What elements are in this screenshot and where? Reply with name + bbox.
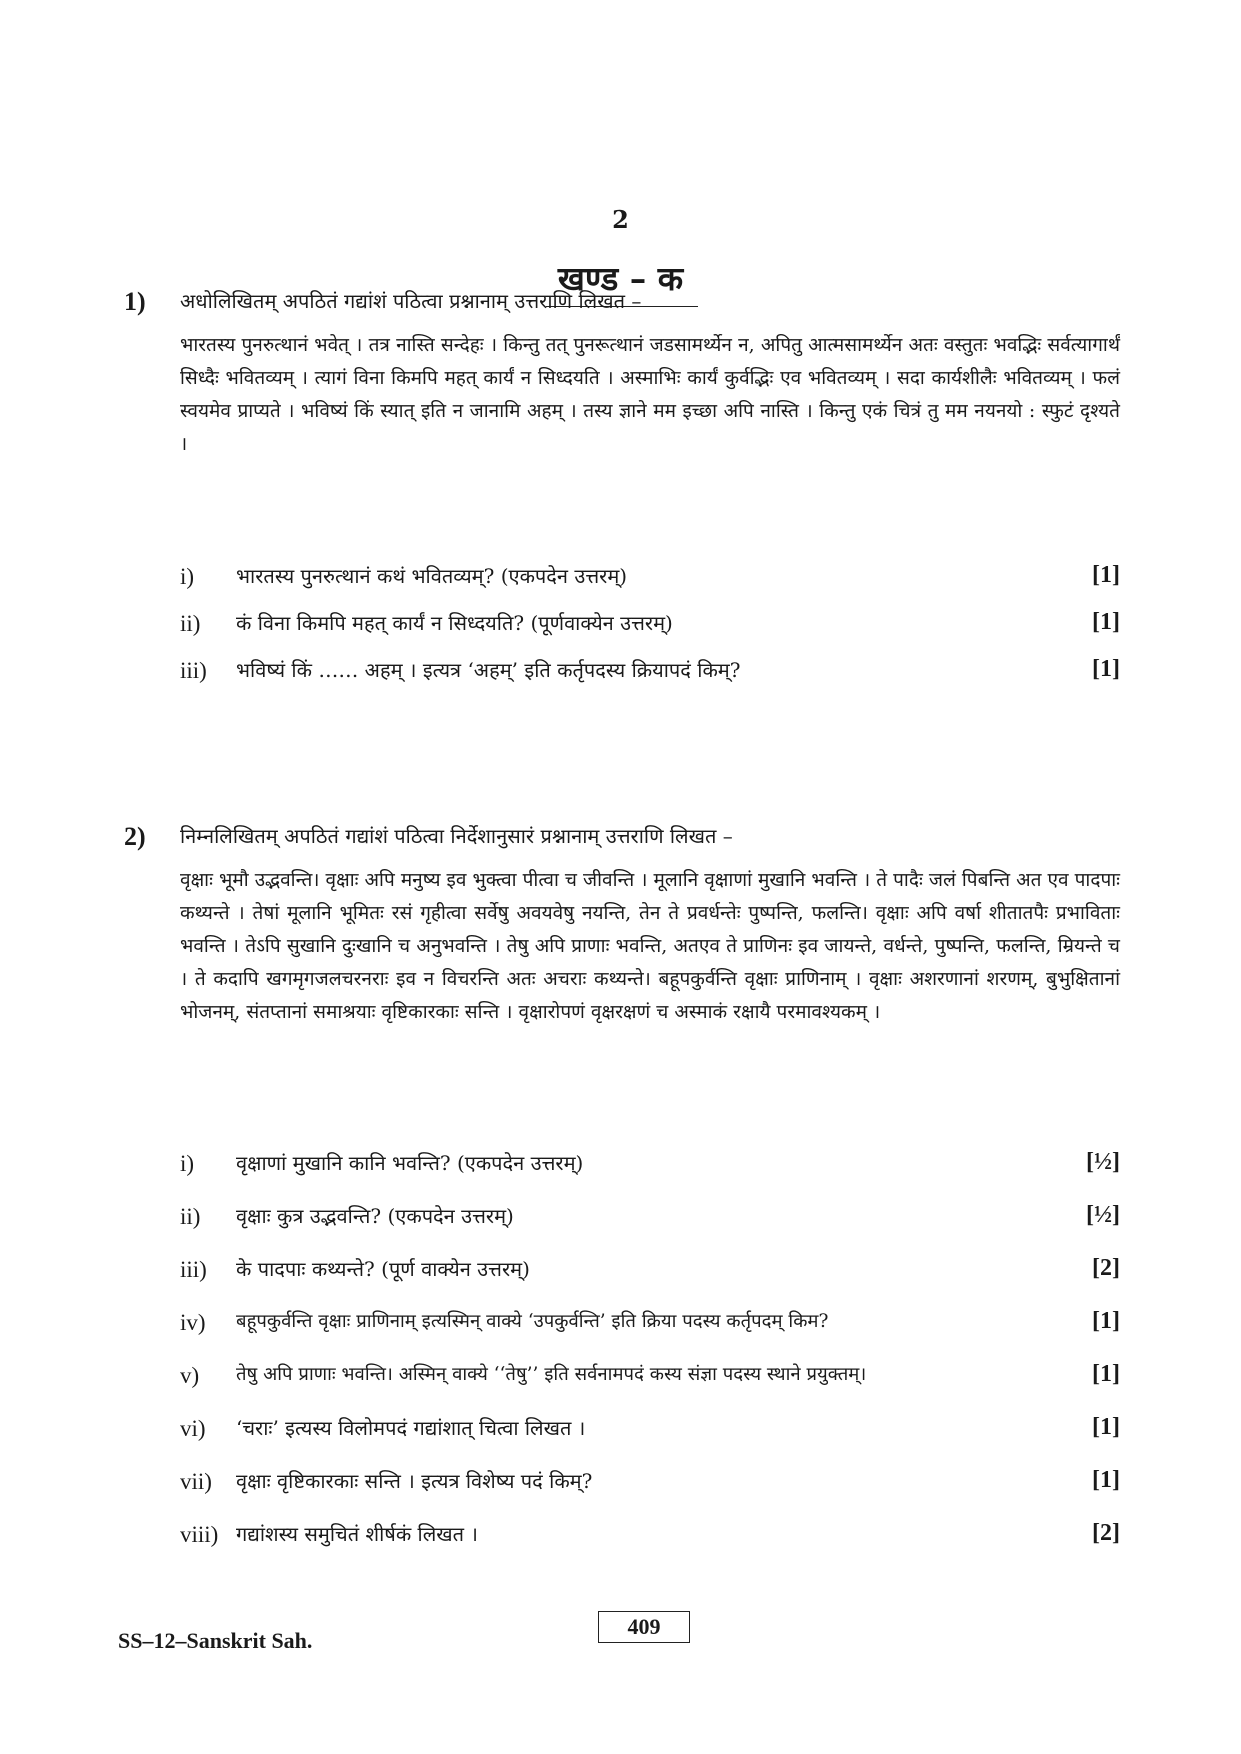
marks-badge: [1] (1092, 1308, 1120, 1334)
sub-question-text: वृक्षाणां मुखानि कानि भवन्ति? (एकपदेन उत्तरम्) (236, 1151, 584, 1175)
marks-badge: [1] (1092, 1414, 1120, 1440)
marks-badge: [2] (1092, 1255, 1120, 1281)
question-number: 1) (124, 287, 146, 316)
sub-question-text: बहूपकुर्वन्ति वृक्षाः प्राणिनाम् इत्यस्मिन् वाक्ये ‘उपकुर्वन्ति’ इति क्रिया पदस्य कर्तृपदम् किम? (236, 1311, 829, 1332)
sub-question (180, 1467, 1120, 1499)
sub-question (180, 1308, 1120, 1340)
sub-question (180, 1149, 1120, 1181)
marks-badge: [2] (1092, 1520, 1120, 1546)
sub-question-label: iii) (180, 1257, 207, 1282)
sub-question-label: ii) (180, 1204, 201, 1229)
sub-question-label: v) (180, 1363, 200, 1388)
passage: वृक्षाः भूमौ उद्भवन्ति। वृक्षाः अपि मनुष्य इव भुक्त्वा पीत्वा च जीवन्ति । मूलानि वृक्षाणां मुखानि भवन्ति । ते पादैः जलं पिबन्ति अत एव पादपाः कथ्यन्ते । तेषां मूलानि भूमितः रसं गृहीत्वा सर्वेषु अवयवेषु नयन्ति, तेन ते प्रवर्धन्तेः पुष्पन्ति, फलन्ति। वृक्षाः अपि वर्षा शीतातपैः प्रभाविताः भवन्ति । तेऽपि सुखानि दुःखानि च अनुभवन्ति । तेषु अपि प्राणाः भवन्ति, अतएव ते प्राणिनः इव जायन्ते, वर्धन्ते, पुष्पन्ति, फलन्ति, म्रियन्ते च । ते कदापि खगमृगजलचरनराः इव न विचरन्ति अतः अचराः कथ्यन्ते। बहूपकुर्वन्ति वृक्षाः प्राणिनाम् । वृक्षाः अशरणानां शरणम्, बुभुक्षितानां भोजनम्, संतप्तानां समाश्रयाः वृष्टिकारकाः सन्ति । वृक्षारोपणं वृक्षरक्षणं च अस्माकं रक्षायै परमावश्यकम् । (180, 869, 1120, 1023)
sub-question-label: iii) (180, 658, 207, 683)
sub-question-text: तेषु अपि प्राणाः भवन्ति। अस्मिन् वाक्ये ‘‘तेषु’’ इति सर्वनामपदं कस्य संज्ञा पदस्य स्थाने प्रयुक्तम्। (236, 1364, 867, 1385)
sub-question (180, 1361, 1120, 1393)
sub-question-label: vii) (180, 1469, 212, 1494)
sub-question-text: के पादपाः कथ्यन्ते? (पूर्ण वाक्येन उत्तरम्) (236, 1257, 530, 1281)
marks-badge: [½] (1086, 1202, 1120, 1228)
sub-question-label: i) (180, 564, 195, 589)
sub-question-text: वृक्षाः वृष्टिकारकाः सन्ति । इत्यत्र विशेष्य पदं किम्? (236, 1469, 593, 1493)
sub-question-label: ii) (180, 611, 201, 636)
sub-question-text: गद्यांशस्य समुचितं शीर्षकं लिखत । (236, 1522, 478, 1546)
question-number: 2) (124, 822, 146, 851)
sub-question (180, 609, 1120, 641)
passage: भारतस्य पुनरुत्थानं भवेत् । तत्र नास्ति सन्देहः । किन्तु तत् पुनरूत्थानं जडसामर्थ्येन न, अपितु आत्मसामर्थ्येन अतः वस्तुतः भवद्भिः सर्वत्यागार्थं सिध्दैः भवितव्यम् । त्यागं विना किमपि महत् कार्यं न सिध्दयति । अस्माभिः कार्यं कुर्वद्भिः एव भवितव्यम् । सदा कार्यशीलैः भवितव्यम् । फलं स्वयमेव प्राप्यते । भविष्यं किं स्यात् इति न जानामि अहम् । तस्य ज्ञाने मम इच्छा अपि नास्ति । किन्तु एकं चित्रं तु मम नयनयो : स्फुटं दृश्यते । (180, 334, 1120, 455)
marks-badge: [1] (1092, 656, 1120, 682)
sub-question-label: iv) (180, 1310, 206, 1335)
sub-question-label: vi) (180, 1416, 206, 1441)
marks-badge: [1] (1092, 1467, 1120, 1493)
marks-badge: [½] (1086, 1149, 1120, 1175)
sub-question-text: भारतस्य पुनरुत्थानं कथं भवितव्यम्? (एकपदेन उत्तरम्) (236, 564, 628, 588)
sub-question-label: viii) (180, 1522, 219, 1547)
question-instruction: अधोलिखितम् अपठितं गद्यांशं पठित्वा प्रश्नानाम् उत्तराणि लिखत – (180, 289, 642, 313)
sub-question (180, 1520, 1120, 1552)
sub-question-text: वृक्षाः कुत्र उद्भवन्ति? (एकपदेन उत्तरम्) (236, 1204, 514, 1228)
page-number: 2 (612, 205, 629, 234)
sub-question (180, 562, 1120, 594)
sub-question (180, 1414, 1120, 1446)
sub-question-text: ‘चराः’ इत्यस्य विलोमपदं गद्यांशात् चित्वा लिखत । (236, 1416, 586, 1440)
sub-question (180, 1255, 1120, 1287)
paper-code: SS–12–Sanskrit Sah. (118, 1628, 313, 1653)
marks-badge: [1] (1092, 1361, 1120, 1387)
section-title: खण्ड – क (557, 259, 684, 298)
sheet-number-box: 409 (598, 1611, 690, 1643)
question-instruction: निम्नलिखितम् अपठितं गद्यांशं पठित्वा निर्देशानुसारं प्रश्नानाम् उत्तराणि लिखत – (180, 824, 733, 848)
sub-question-text: कं विना किमपि महत् कार्यं न सिध्दयति? (पूर्णवाक्येन उत्तरम्) (236, 611, 673, 635)
sub-question (180, 656, 1120, 688)
marks-badge: [1] (1092, 562, 1120, 588)
sub-question (180, 1202, 1120, 1234)
sub-question-label: i) (180, 1151, 195, 1176)
marks-badge: [1] (1092, 609, 1120, 635)
sub-question-text: भविष्यं किं …… अहम् । इत्यत्र ‘अहम्’ इति कर्तृपदस्य क्रियापदं किम्? (236, 658, 741, 682)
